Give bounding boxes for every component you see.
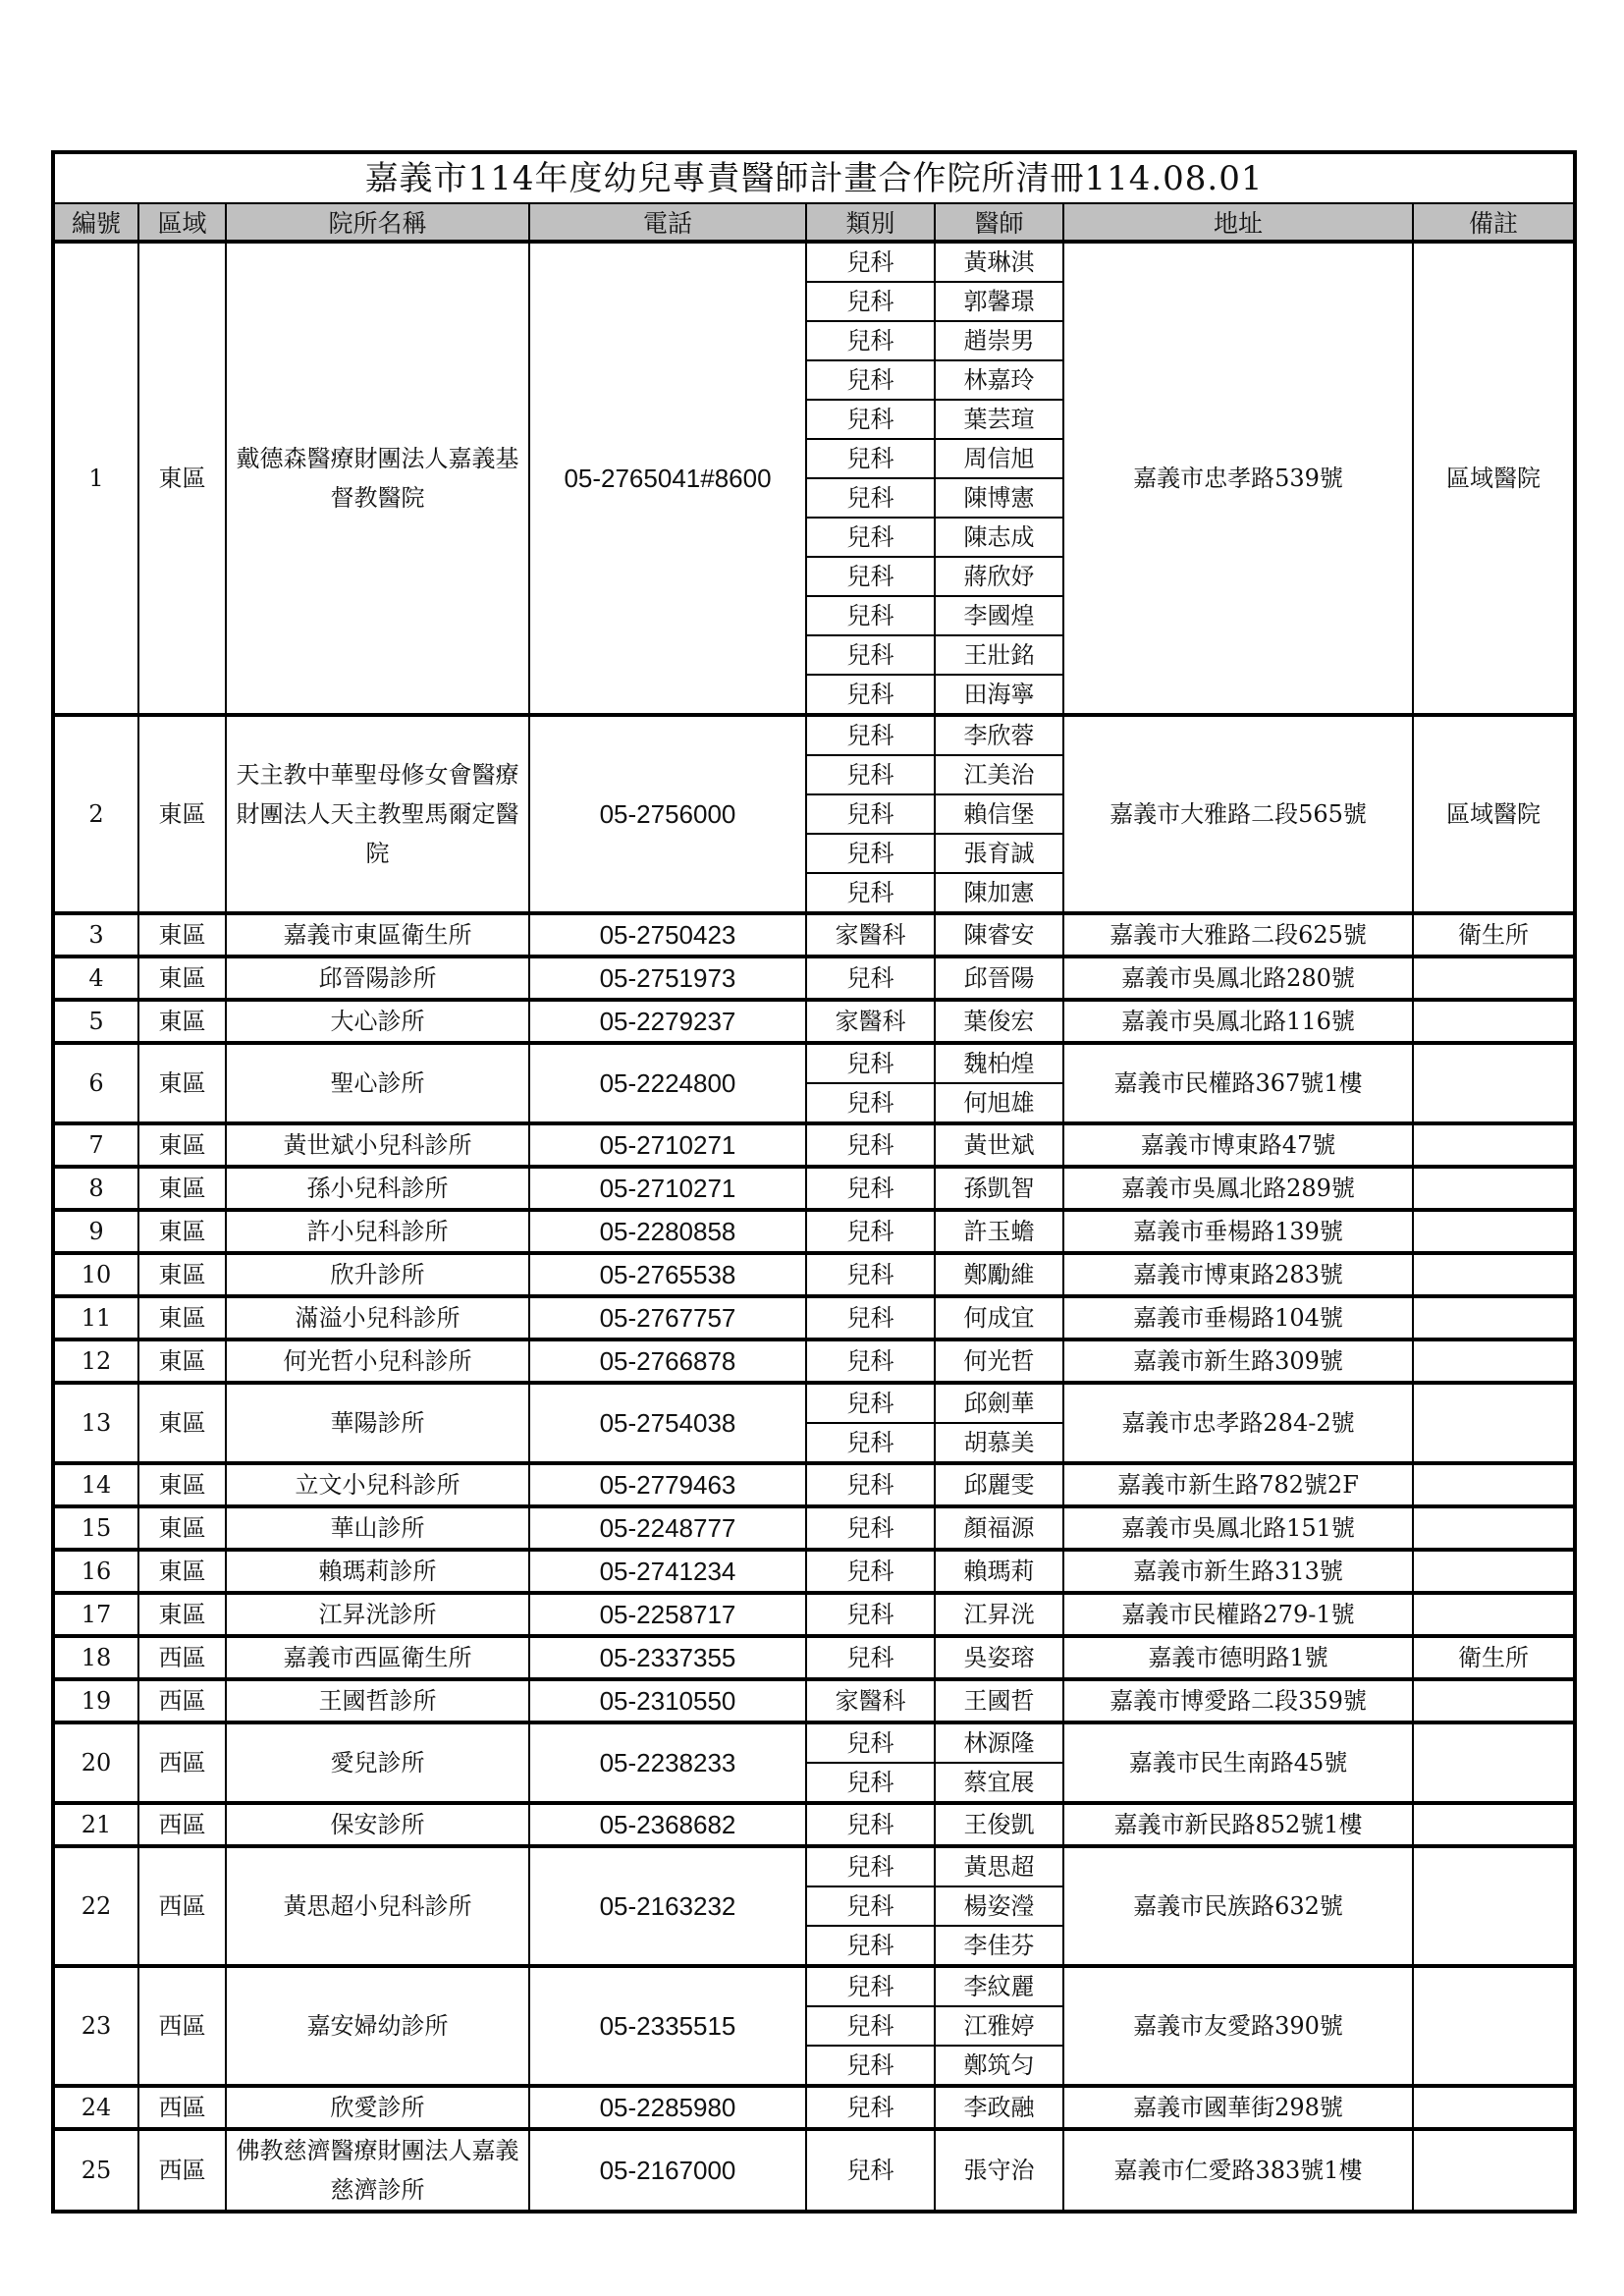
doctor-category: 兒科 bbox=[806, 321, 935, 360]
doctor-category: 兒科 bbox=[806, 2086, 935, 2129]
clinic-phone: 05-2741234 bbox=[529, 1550, 806, 1593]
clinic-area: 西區 bbox=[138, 1803, 226, 1846]
clinic-phone: 05-2280858 bbox=[529, 1210, 806, 1253]
clinic-area: 東區 bbox=[138, 1043, 226, 1123]
clinic-note bbox=[1413, 1296, 1575, 1339]
clinic-area: 東區 bbox=[138, 1000, 226, 1043]
clinic-name: 華山診所 bbox=[226, 1506, 529, 1550]
doctor-category: 兒科 bbox=[806, 755, 935, 794]
clinic-note bbox=[1413, 1593, 1575, 1636]
doctor-category: 兒科 bbox=[806, 957, 935, 1000]
clinic-phone: 05-2766878 bbox=[529, 1339, 806, 1383]
clinic-name: 立文小兒科診所 bbox=[226, 1463, 529, 1506]
table-row bbox=[53, 2129, 1575, 2212]
clinic-phone: 05-2248777 bbox=[529, 1506, 806, 1550]
doctor-name: 李佳芬 bbox=[935, 1926, 1063, 1966]
clinic-phone: 05-2368682 bbox=[529, 1803, 806, 1846]
doctor-name: 李紋麗 bbox=[935, 1966, 1063, 2006]
clinic-number: 7 bbox=[53, 1123, 138, 1167]
clinic-number: 8 bbox=[53, 1167, 138, 1210]
table-row bbox=[53, 1550, 1575, 1593]
clinic-address: 嘉義市國華街298號 bbox=[1063, 2086, 1413, 2129]
clinic-area: 東區 bbox=[138, 957, 226, 1000]
table-row bbox=[53, 1167, 1575, 1210]
clinic-phone: 05-2751973 bbox=[529, 957, 806, 1000]
clinic-note bbox=[1413, 1000, 1575, 1043]
doctor-name: 蔣欣妤 bbox=[935, 557, 1063, 596]
table-row bbox=[53, 1383, 1575, 1423]
clinic-area: 西區 bbox=[138, 2129, 226, 2212]
table-row bbox=[53, 1296, 1575, 1339]
clinic-note bbox=[1413, 1506, 1575, 1550]
doctor-category: 兒科 bbox=[806, 1043, 935, 1083]
clinic-note bbox=[1413, 957, 1575, 1000]
clinic-phone: 05-2224800 bbox=[529, 1043, 806, 1123]
clinic-address: 嘉義市大雅路二段565號 bbox=[1063, 715, 1413, 913]
clinic-area: 東區 bbox=[138, 1210, 226, 1253]
doctor-category: 兒科 bbox=[806, 2129, 935, 2212]
clinic-phone: 05-2279237 bbox=[529, 1000, 806, 1043]
clinic-phone: 05-2779463 bbox=[529, 1463, 806, 1506]
doctor-name: 陳志成 bbox=[935, 518, 1063, 557]
clinic-name: 大心診所 bbox=[226, 1000, 529, 1043]
doctor-name: 楊姿瀅 bbox=[935, 1886, 1063, 1926]
clinic-number: 6 bbox=[53, 1043, 138, 1123]
clinic-phone: 05-2710271 bbox=[529, 1123, 806, 1167]
header-doctor: 醫師 bbox=[935, 203, 1063, 242]
doctor-name: 葉俊宏 bbox=[935, 1000, 1063, 1043]
clinic-name: 欣升診所 bbox=[226, 1253, 529, 1296]
clinic-name: 欣愛診所 bbox=[226, 2086, 529, 2129]
clinic-address: 嘉義市仁愛路383號1樓 bbox=[1063, 2129, 1413, 2212]
clinic-phone: 05-2754038 bbox=[529, 1383, 806, 1463]
clinic-address: 嘉義市大雅路二段625號 bbox=[1063, 913, 1413, 957]
clinic-address: 嘉義市吳鳳北路151號 bbox=[1063, 1506, 1413, 1550]
clinic-number: 18 bbox=[53, 1636, 138, 1679]
doctor-name: 黃世斌 bbox=[935, 1123, 1063, 1167]
clinic-note bbox=[1413, 1123, 1575, 1167]
clinic-name: 嘉義市西區衛生所 bbox=[226, 1636, 529, 1679]
clinic-note bbox=[1413, 1383, 1575, 1463]
doctor-category: 兒科 bbox=[806, 1253, 935, 1296]
clinic-note bbox=[1413, 2129, 1575, 2212]
clinic-number: 10 bbox=[53, 1253, 138, 1296]
doctor-name: 許玉蟾 bbox=[935, 1210, 1063, 1253]
clinic-phone: 05-2765041#8600 bbox=[529, 242, 806, 715]
doctor-name: 鄭勵維 bbox=[935, 1253, 1063, 1296]
clinic-area: 東區 bbox=[138, 1123, 226, 1167]
doctor-category: 兒科 bbox=[806, 1593, 935, 1636]
clinic-address: 嘉義市新生路309號 bbox=[1063, 1339, 1413, 1383]
doctor-category: 兒科 bbox=[806, 400, 935, 439]
clinic-address: 嘉義市博愛路二段359號 bbox=[1063, 1679, 1413, 1722]
doctor-name: 葉芸瑄 bbox=[935, 400, 1063, 439]
doctor-category: 兒科 bbox=[806, 596, 935, 635]
clinic-number: 3 bbox=[53, 913, 138, 957]
table-row bbox=[53, 1463, 1575, 1506]
clinic-number: 13 bbox=[53, 1383, 138, 1463]
doctor-name: 孫凱智 bbox=[935, 1167, 1063, 1210]
clinic-area: 西區 bbox=[138, 1679, 226, 1722]
table-row bbox=[53, 1722, 1575, 1763]
doctor-category: 兒科 bbox=[806, 1550, 935, 1593]
doctor-name: 賴瑪莉 bbox=[935, 1550, 1063, 1593]
doctor-category: 兒科 bbox=[806, 1763, 935, 1803]
clinic-name: 滿溢小兒科診所 bbox=[226, 1296, 529, 1339]
header-category: 類別 bbox=[806, 203, 935, 242]
doctor-category: 兒科 bbox=[806, 1636, 935, 1679]
clinic-phone: 05-2258717 bbox=[529, 1593, 806, 1636]
table-row bbox=[53, 1000, 1575, 1043]
doctor-category: 兒科 bbox=[806, 635, 935, 675]
clinic-area: 西區 bbox=[138, 1636, 226, 1679]
clinic-area: 東區 bbox=[138, 1383, 226, 1463]
clinic-area: 西區 bbox=[138, 2086, 226, 2129]
doctor-category: 家醫科 bbox=[806, 1000, 935, 1043]
doctor-category: 兒科 bbox=[806, 1506, 935, 1550]
doctor-category: 兒科 bbox=[806, 1463, 935, 1506]
clinic-name: 戴德森醫療財團法人嘉義基督教醫院 bbox=[226, 242, 529, 715]
clinic-roster-table bbox=[51, 150, 1577, 2214]
clinic-address: 嘉義市忠孝路284-2號 bbox=[1063, 1383, 1413, 1463]
doctor-name: 李政融 bbox=[935, 2086, 1063, 2129]
clinic-area: 東區 bbox=[138, 242, 226, 715]
header-row bbox=[53, 203, 1575, 242]
clinic-name: 孫小兒科診所 bbox=[226, 1167, 529, 1210]
clinic-name: 何光哲小兒科診所 bbox=[226, 1339, 529, 1383]
doctor-category: 兒科 bbox=[806, 1926, 935, 1966]
doctor-name: 賴信堡 bbox=[935, 794, 1063, 834]
clinic-phone: 05-2310550 bbox=[529, 1679, 806, 1722]
clinic-address: 嘉義市吳鳳北路289號 bbox=[1063, 1167, 1413, 1210]
table-row bbox=[53, 1966, 1575, 2006]
table-row bbox=[53, 1043, 1575, 1083]
header-clinic-name: 院所名稱 bbox=[226, 203, 529, 242]
clinic-number: 17 bbox=[53, 1593, 138, 1636]
clinic-number: 12 bbox=[53, 1339, 138, 1383]
doctor-category: 兒科 bbox=[806, 518, 935, 557]
clinic-address: 嘉義市吳鳳北路280號 bbox=[1063, 957, 1413, 1000]
clinic-area: 西區 bbox=[138, 1722, 226, 1803]
clinic-address: 嘉義市友愛路390號 bbox=[1063, 1966, 1413, 2086]
doctor-name: 林源隆 bbox=[935, 1722, 1063, 1763]
clinic-phone: 05-2756000 bbox=[529, 715, 806, 913]
table-row bbox=[53, 1679, 1575, 1722]
clinic-number: 1 bbox=[53, 242, 138, 715]
clinic-note bbox=[1413, 1846, 1575, 1966]
doctor-name: 林嘉玲 bbox=[935, 360, 1063, 400]
clinic-address: 嘉義市忠孝路539號 bbox=[1063, 242, 1413, 715]
clinic-name: 嘉安婦幼診所 bbox=[226, 1966, 529, 2086]
clinic-name: 愛兒診所 bbox=[226, 1722, 529, 1803]
doctor-name: 田海寧 bbox=[935, 675, 1063, 715]
clinic-area: 東區 bbox=[138, 1296, 226, 1339]
doctor-name: 張守治 bbox=[935, 2129, 1063, 2212]
doctor-category: 兒科 bbox=[806, 1123, 935, 1167]
doctor-name: 黃琳淇 bbox=[935, 242, 1063, 282]
table-row bbox=[53, 2086, 1575, 2129]
doctor-name: 江美治 bbox=[935, 755, 1063, 794]
table-row bbox=[53, 242, 1575, 282]
document-title: 嘉義市114年度幼兒專責醫師計畫合作院所清冊114.08.01 bbox=[53, 152, 1575, 203]
clinic-phone: 05-2750423 bbox=[529, 913, 806, 957]
doctor-name: 何光哲 bbox=[935, 1339, 1063, 1383]
doctor-name: 陳加憲 bbox=[935, 873, 1063, 913]
clinic-name: 黃世斌小兒科診所 bbox=[226, 1123, 529, 1167]
clinic-address: 嘉義市博東路283號 bbox=[1063, 1253, 1413, 1296]
clinic-number: 20 bbox=[53, 1722, 138, 1803]
clinic-area: 東區 bbox=[138, 1463, 226, 1506]
doctor-name: 邱劍華 bbox=[935, 1383, 1063, 1423]
clinic-name: 邱晉陽診所 bbox=[226, 957, 529, 1000]
clinic-number: 15 bbox=[53, 1506, 138, 1550]
clinic-note bbox=[1413, 1043, 1575, 1123]
doctor-name: 胡慕美 bbox=[935, 1423, 1063, 1463]
clinic-number: 23 bbox=[53, 1966, 138, 2086]
table-row bbox=[53, 1846, 1575, 1886]
doctor-name: 王俊凱 bbox=[935, 1803, 1063, 1846]
clinic-name: 賴瑪莉診所 bbox=[226, 1550, 529, 1593]
doctor-name: 邱晉陽 bbox=[935, 957, 1063, 1000]
clinic-note bbox=[1413, 1339, 1575, 1383]
doctor-category: 兒科 bbox=[806, 675, 935, 715]
clinic-note bbox=[1413, 1550, 1575, 1593]
table-row bbox=[53, 1253, 1575, 1296]
clinic-address: 嘉義市博東路47號 bbox=[1063, 1123, 1413, 1167]
doctor-category: 兒科 bbox=[806, 242, 935, 282]
clinic-name: 佛教慈濟醫療財團法人嘉義慈濟診所 bbox=[226, 2129, 529, 2212]
clinic-name: 江昇洸診所 bbox=[226, 1593, 529, 1636]
header-note: 備註 bbox=[1413, 203, 1575, 242]
doctor-category: 兒科 bbox=[806, 873, 935, 913]
clinic-area: 東區 bbox=[138, 1593, 226, 1636]
clinic-phone: 05-2163232 bbox=[529, 1846, 806, 1966]
clinic-area: 東區 bbox=[138, 913, 226, 957]
clinic-note bbox=[1413, 2086, 1575, 2129]
doctor-name: 王國哲 bbox=[935, 1679, 1063, 1722]
clinic-number: 22 bbox=[53, 1846, 138, 1966]
clinic-area: 西區 bbox=[138, 1846, 226, 1966]
clinic-number: 11 bbox=[53, 1296, 138, 1339]
doctor-name: 江昇洸 bbox=[935, 1593, 1063, 1636]
clinic-note: 衛生所 bbox=[1413, 913, 1575, 957]
table-row bbox=[53, 957, 1575, 1000]
doctor-category: 兒科 bbox=[806, 1296, 935, 1339]
doctor-name: 張育誠 bbox=[935, 834, 1063, 873]
clinic-number: 9 bbox=[53, 1210, 138, 1253]
clinic-name: 許小兒科診所 bbox=[226, 1210, 529, 1253]
doctor-category: 兒科 bbox=[806, 1803, 935, 1846]
doctor-name: 何成宜 bbox=[935, 1296, 1063, 1339]
clinic-number: 16 bbox=[53, 1550, 138, 1593]
clinic-number: 21 bbox=[53, 1803, 138, 1846]
clinic-area: 東區 bbox=[138, 1339, 226, 1383]
clinic-note bbox=[1413, 1966, 1575, 2086]
header-area: 區域 bbox=[138, 203, 226, 242]
clinic-number: 2 bbox=[53, 715, 138, 913]
clinic-area: 東區 bbox=[138, 1253, 226, 1296]
clinic-number: 14 bbox=[53, 1463, 138, 1506]
clinic-note bbox=[1413, 1253, 1575, 1296]
doctor-name: 李欣蓉 bbox=[935, 715, 1063, 755]
clinic-name: 天主教中華聖母修女會醫療財團法人天主教聖馬爾定醫院 bbox=[226, 715, 529, 913]
clinic-note bbox=[1413, 1210, 1575, 1253]
table-row bbox=[53, 1210, 1575, 1253]
clinic-area: 東區 bbox=[138, 715, 226, 913]
table-row bbox=[53, 1339, 1575, 1383]
doctor-category: 家醫科 bbox=[806, 1679, 935, 1722]
doctor-name: 江雅婷 bbox=[935, 2006, 1063, 2046]
clinic-name: 嘉義市東區衛生所 bbox=[226, 913, 529, 957]
clinic-note: 區域醫院 bbox=[1413, 715, 1575, 913]
clinic-name: 王國哲診所 bbox=[226, 1679, 529, 1722]
clinic-phone: 05-2285980 bbox=[529, 2086, 806, 2129]
clinic-phone: 05-2767757 bbox=[529, 1296, 806, 1339]
clinic-number: 4 bbox=[53, 957, 138, 1000]
header-address: 地址 bbox=[1063, 203, 1413, 242]
doctor-category: 兒科 bbox=[806, 1966, 935, 2006]
doctor-category: 兒科 bbox=[806, 1210, 935, 1253]
clinic-name: 華陽診所 bbox=[226, 1383, 529, 1463]
clinic-note bbox=[1413, 1803, 1575, 1846]
clinic-address: 嘉義市新民路852號1樓 bbox=[1063, 1803, 1413, 1846]
clinic-note bbox=[1413, 1167, 1575, 1210]
clinic-phone: 05-2710271 bbox=[529, 1167, 806, 1210]
clinic-phone: 05-2765538 bbox=[529, 1253, 806, 1296]
clinic-phone: 05-2335515 bbox=[529, 1966, 806, 2086]
doctor-name: 邱麗雯 bbox=[935, 1463, 1063, 1506]
table-row bbox=[53, 1506, 1575, 1550]
clinic-note: 衛生所 bbox=[1413, 1636, 1575, 1679]
table-row bbox=[53, 1803, 1575, 1846]
clinic-address: 嘉義市新生路313號 bbox=[1063, 1550, 1413, 1593]
clinic-number: 19 bbox=[53, 1679, 138, 1722]
clinic-note: 區域醫院 bbox=[1413, 242, 1575, 715]
doctor-name: 陳睿安 bbox=[935, 913, 1063, 957]
clinic-area: 東區 bbox=[138, 1506, 226, 1550]
doctor-name: 黃思超 bbox=[935, 1846, 1063, 1886]
doctor-name: 王壯銘 bbox=[935, 635, 1063, 675]
doctor-category: 兒科 bbox=[806, 1846, 935, 1886]
clinic-name: 保安診所 bbox=[226, 1803, 529, 1846]
clinic-number: 24 bbox=[53, 2086, 138, 2129]
clinic-address: 嘉義市德明路1號 bbox=[1063, 1636, 1413, 1679]
table-row bbox=[53, 913, 1575, 957]
clinic-number: 25 bbox=[53, 2129, 138, 2212]
clinic-address: 嘉義市民生南路45號 bbox=[1063, 1722, 1413, 1803]
clinic-address: 嘉義市垂楊路104號 bbox=[1063, 1296, 1413, 1339]
clinic-address: 嘉義市民權路279-1號 bbox=[1063, 1593, 1413, 1636]
doctor-category: 兒科 bbox=[806, 1167, 935, 1210]
doctor-name: 顏福源 bbox=[935, 1506, 1063, 1550]
clinic-note bbox=[1413, 1722, 1575, 1803]
clinic-phone: 05-2167000 bbox=[529, 2129, 806, 2212]
doctor-category: 兒科 bbox=[806, 1722, 935, 1763]
doctor-name: 魏柏煌 bbox=[935, 1043, 1063, 1083]
clinic-area: 東區 bbox=[138, 1550, 226, 1593]
doctor-category: 兒科 bbox=[806, 1423, 935, 1463]
header-number: 編號 bbox=[53, 203, 138, 242]
doctor-category: 兒科 bbox=[806, 2046, 935, 2086]
doctor-category: 兒科 bbox=[806, 2006, 935, 2046]
header-phone: 電話 bbox=[529, 203, 806, 242]
doctor-name: 陳博憲 bbox=[935, 478, 1063, 518]
doctor-category: 兒科 bbox=[806, 1339, 935, 1383]
doctor-category: 兒科 bbox=[806, 1083, 935, 1123]
doctor-category: 兒科 bbox=[806, 834, 935, 873]
clinic-address: 嘉義市垂楊路139號 bbox=[1063, 1210, 1413, 1253]
doctor-name: 趙崇男 bbox=[935, 321, 1063, 360]
clinic-name: 聖心診所 bbox=[226, 1043, 529, 1123]
doctor-category: 兒科 bbox=[806, 360, 935, 400]
clinic-phone: 05-2238233 bbox=[529, 1722, 806, 1803]
table-row bbox=[53, 715, 1575, 755]
doctor-category: 兒科 bbox=[806, 557, 935, 596]
doctor-category: 兒科 bbox=[806, 794, 935, 834]
clinic-address: 嘉義市新生路782號2F bbox=[1063, 1463, 1413, 1506]
doctor-category: 兒科 bbox=[806, 478, 935, 518]
doctor-category: 兒科 bbox=[806, 1383, 935, 1423]
doctor-name: 周信旭 bbox=[935, 439, 1063, 478]
doctor-name: 鄭筑匀 bbox=[935, 2046, 1063, 2086]
table-row bbox=[53, 1123, 1575, 1167]
clinic-phone: 05-2337355 bbox=[529, 1636, 806, 1679]
clinic-address: 嘉義市民族路632號 bbox=[1063, 1846, 1413, 1966]
doctor-name: 李國煌 bbox=[935, 596, 1063, 635]
clinic-note bbox=[1413, 1679, 1575, 1722]
doctor-category: 家醫科 bbox=[806, 913, 935, 957]
doctor-category: 兒科 bbox=[806, 282, 935, 321]
doctor-category: 兒科 bbox=[806, 715, 935, 755]
doctor-category: 兒科 bbox=[806, 1886, 935, 1926]
doctor-name: 蔡宜展 bbox=[935, 1763, 1063, 1803]
doctor-category: 兒科 bbox=[806, 439, 935, 478]
table-row bbox=[53, 1593, 1575, 1636]
doctor-name: 何旭雄 bbox=[935, 1083, 1063, 1123]
doctor-name: 郭馨璟 bbox=[935, 282, 1063, 321]
clinic-number: 5 bbox=[53, 1000, 138, 1043]
clinic-note bbox=[1413, 1463, 1575, 1506]
clinic-address: 嘉義市吳鳳北路116號 bbox=[1063, 1000, 1413, 1043]
clinic-area: 西區 bbox=[138, 1966, 226, 2086]
table-row bbox=[53, 1636, 1575, 1679]
doctor-name: 吳姿瑢 bbox=[935, 1636, 1063, 1679]
clinic-area: 東區 bbox=[138, 1167, 226, 1210]
clinic-address: 嘉義市民權路367號1樓 bbox=[1063, 1043, 1413, 1123]
clinic-name: 黃思超小兒科診所 bbox=[226, 1846, 529, 1966]
